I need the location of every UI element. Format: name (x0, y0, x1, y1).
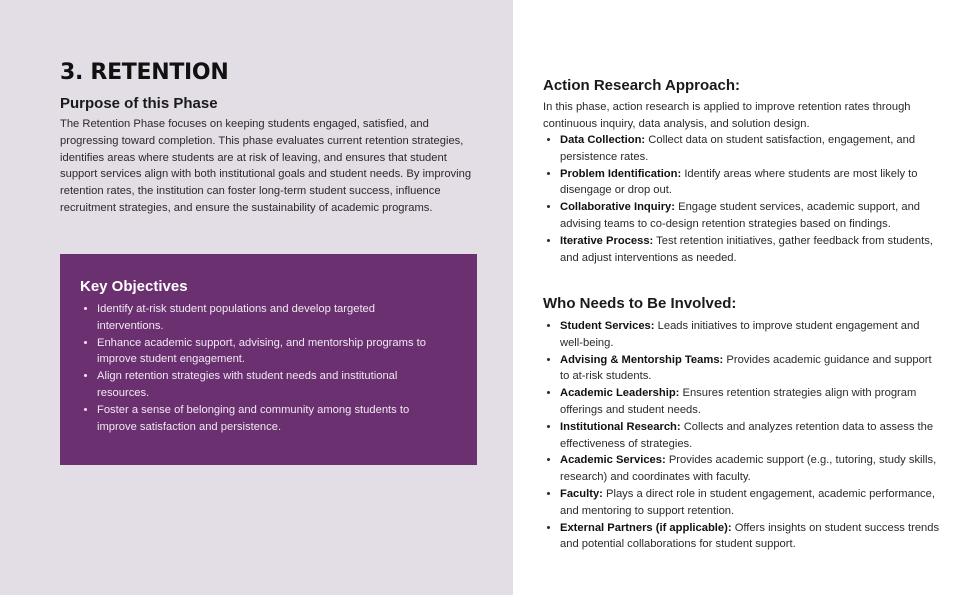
involved-item (560, 352, 940, 386)
key-objectives-heading: Key Objectives (80, 278, 188, 295)
involved-item-text: Leads initiatives to improve student engagement and well-being. (560, 320, 920, 349)
involved-item-term: Student Services: (560, 320, 655, 332)
involved-item-text: Plays a direct role in student engagement, academic performance, and mentoring to support retention. (560, 487, 935, 517)
action-research-list (543, 132, 940, 266)
involved-item (560, 385, 940, 419)
purpose-paragraph: The Retention Phase focuses on keeping students engaged, satisfied, and progressing toward completion. This phase evaluates current retention strategies, identifies areas where students are at risk of leaving, and ensures that student support services align with both institutional goals and student needs. By improving retention rates, the institution can foster long-term student success, influence recruitment strategies, and ensure the sustainability of academic programs. (60, 118, 472, 214)
objective-item: • Foster a sense of belonging and community among students to improve satisfaction and persistence. (97, 402, 437, 436)
approach-item-text: Identify areas where students are most likely to disengage or drop out. (560, 167, 918, 197)
involved-item (560, 452, 940, 486)
involved-item-term: Faculty: (560, 487, 603, 500)
purpose-heading: Purpose of this Phase (60, 95, 218, 112)
page-title: 3. RETENTION (60, 60, 229, 85)
involved-item-text: Collects and analyzes retention data to assess the effectiveness of strategies. (560, 420, 934, 450)
involved-item-term: External Partners (if applicable): (560, 521, 732, 534)
approach-item-text: Test retention initiatives, gather feedback from students, and adjust interventions as needed. (560, 234, 933, 264)
involved-item-text: Offers insights on student success trends and potential collaborations for student support. (560, 521, 940, 551)
involved-item-term: Advising & Mentorship Teams: (560, 353, 724, 366)
involved-item-text: Provides academic guidance and support to at-risk students. (560, 353, 932, 383)
approach-item-text: Engage student services, academic support, and advising teams to co-design retention strategies based on findings. (560, 201, 921, 230)
involved-item (560, 520, 940, 554)
involved-item (560, 419, 940, 453)
approach-item (560, 233, 940, 267)
approach-item (560, 199, 940, 233)
involved-item-text: Ensures retention strategies align with program offerings and student needs. (560, 387, 917, 416)
objective-item: • Identify at-risk student populations and develop targeted interventions. (97, 301, 437, 335)
objective-item: • Enhance academic support, advising, and mentorship programs to improve student engagement. (97, 335, 437, 369)
approach-item-text: Collect data on student satisfaction, engagement, and persistence rates. (560, 134, 916, 163)
involved-item-term: Institutional Research: (560, 420, 681, 433)
involved-item (560, 318, 940, 352)
approach-item-term: Iterative Process: (560, 234, 654, 247)
involved-item-term: Academic Leadership: (560, 387, 680, 400)
who-involved-list (543, 318, 940, 553)
involved-item-text: Provides academic support (e.g., tutoring, study skills, research) and coordinates with faculty. (560, 454, 937, 484)
who-involved-heading: Who Needs to Be Involved: (543, 295, 737, 312)
action-research-intro: In this phase, action research is applied to improve retention rates through continuous inquiry, data analysis, and solution design. (543, 101, 911, 130)
objective-item: • Align retention strategies with student needs and institutional resources. (97, 368, 437, 402)
approach-item-term: Problem Identification: (560, 167, 682, 180)
approach-item-term: Collaborative Inquiry: (560, 201, 675, 214)
key-objectives-list (80, 301, 437, 435)
action-research-heading: Action Research Approach: (543, 77, 740, 94)
involved-item (560, 486, 940, 520)
approach-item (560, 132, 940, 166)
involved-item-term: Academic Services: (560, 454, 666, 467)
key-objectives-box (60, 254, 477, 465)
approach-item-term: Data Collection: (560, 134, 646, 146)
approach-item (560, 166, 940, 200)
